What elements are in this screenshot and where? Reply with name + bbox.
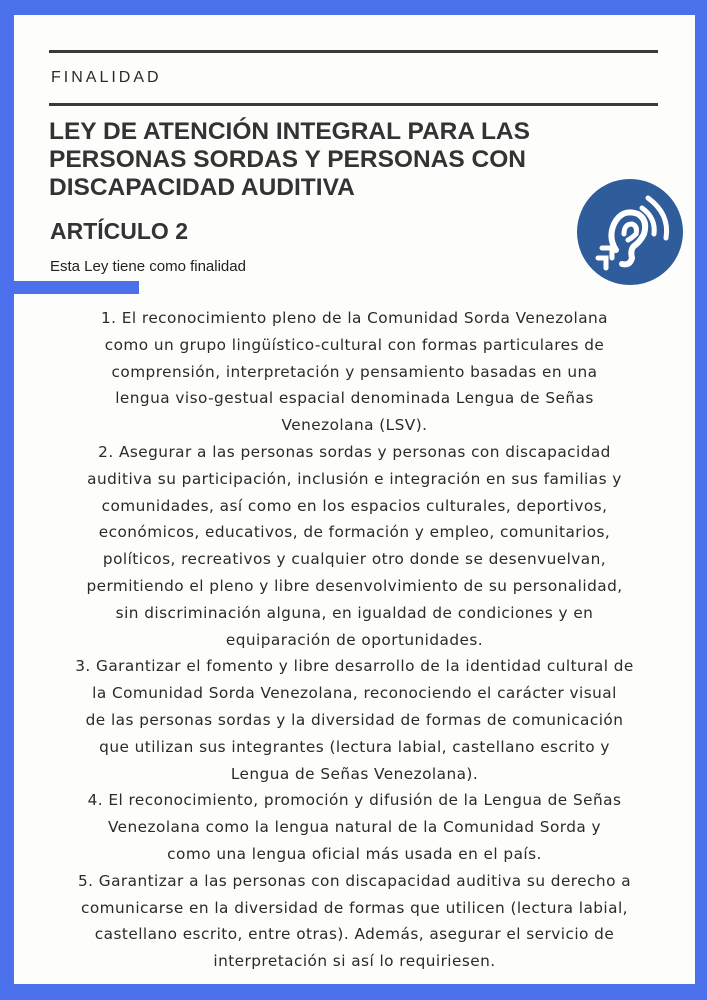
list-item: 1. El reconocimiento pleno de la Comunidad Sorda Venezolana como un grupo lingüístico-cultural con formas particulares de comprensión, interpretación y pensamiento basadas en una lengua viso-gestual espacial denominada Lengua de Señas Venezolana (LSV). [100,309,608,435]
article-items [14,305,695,975]
list-item: 5. Garantizar a las personas con discapacidad auditiva su derecho a comunicarse en la diversidad de formas que utilicen (lectura labial, castellano escrito, entre otras). Además, asegurar el servicio de interpretación si así lo requiriesen. [77,871,632,971]
intro-text: Esta Ley tiene como finalidad [50,258,246,275]
accent-bar [0,281,139,294]
section-label: FINALIDAD [51,69,162,86]
list-item: 3. Garantizar el fomento y libre desarrollo de la identidad cultural de la Comunidad Sorda Venezolana, reconociendo el carácter visual de las personas sordas y la diversidad de formas de comunicación que utilizan sus integrantes (lectura labial, castellano escrito y Lengua de Señas Venezolana). [75,657,634,783]
header-divider [49,103,658,106]
article-heading: ARTÍCULO 2 [50,218,188,244]
top-divider [49,50,658,53]
law-title-line: LEY DE ATENCIÓN INTEGRAL PARA LAS [49,118,530,145]
list-item: 2. Asegurar a las personas sordas y personas con discapacidad auditiva su participación, inclusión e integración en sus familias y comunidades, así como en los espacios culturales, deportivos, económicos, educativos, de formación y empleo, comunitarios, políticos, recreativos y cualquier otro donde se desenvuelvan, permitiendo el pleno y libre desenvolvimiento de su personalidad, sin discriminación alguna, en igualdad de condiciones y en equiparación de oportunidades. [86,442,623,649]
law-title-line: DISCAPACIDAD AUDITIVA [49,174,355,201]
list-item: 4. El reconocimiento, promoción y difusión de la Lengua de Señas Venezolana como la lengua natural de la Comunidad Sorda y como una lengua oficial más usada en el país. [87,791,622,863]
law-title-line: PERSONAS SORDAS Y PERSONAS CON [49,146,526,173]
hearing-loop-ear-icon [576,178,684,286]
law-title [49,118,609,202]
